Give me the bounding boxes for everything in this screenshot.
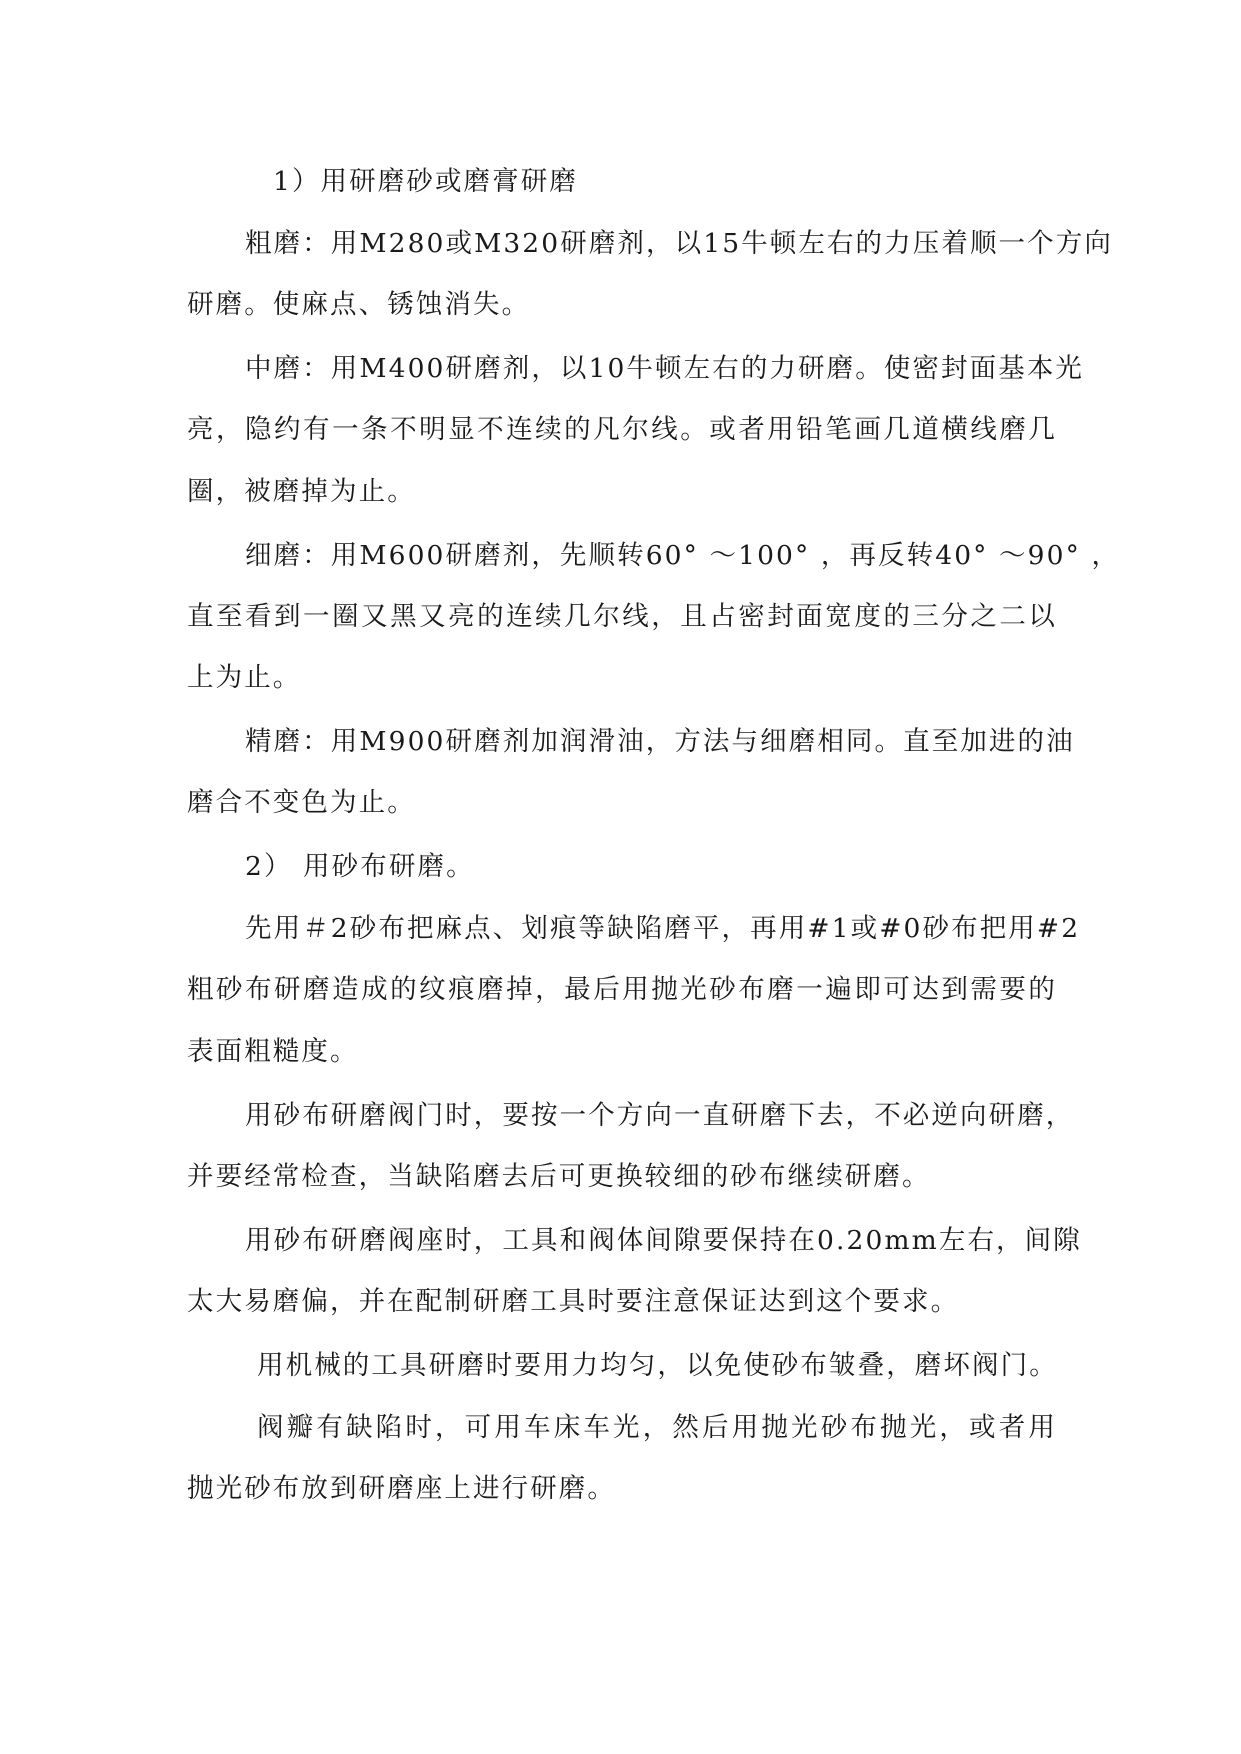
valve-door-line-1: 用砂布研磨阀门时，要按一个方向一直研磨下去，不必逆向研磨， [245,1100,1075,1131]
section-heading-2: 2） 用砂布研磨。 [245,851,475,882]
precision-grinding-line-1: 精磨：用M900研磨剂加润滑油，方法与细磨相同。直至加进的油 [245,726,1075,757]
sandcloth-line-1: 先用＃2砂布把麻点、划痕等缺陷磨平，再用#1或#0砂布把用#2 [245,913,1081,944]
valve-disc-line-1: 阀瓣有缺陷时，可用车床车光，然后用抛光砂布抛光，或者用 [257,1412,1057,1443]
precision-grinding-line-2: 磨合不变色为止。 [187,787,416,818]
medium-grinding-line-2: 亮，隐约有一条不明显不连续的凡尔线。或者用铅笔画几道横线磨几 [187,414,1057,445]
valve-disc-line-2: 抛光砂布放到研磨座上进行研磨。 [187,1473,616,1504]
section-heading-1: 1）用研磨砂或磨膏研磨 [273,166,578,197]
sandcloth-line-3: 表面粗糙度。 [187,1036,359,1067]
valve-seat-line-2: 太大易磨偏，并在配制研磨工具时要注意保证达到这个要求。 [187,1286,960,1317]
medium-grinding-line-1: 中磨：用M400研磨剂，以10牛顿左右的力研磨。使密封面基本光 [245,353,1085,384]
coarse-grinding-line-2: 研磨。使麻点、锈蚀消失。 [187,289,531,320]
fine-grinding-line-1: 细磨：用M600研磨剂，先顺转60° ～100° ，再反转40° ～90° ， [245,540,1121,571]
machine-grinding-line-1: 用机械的工具研磨时要用力均匀，以免使砂布皱叠，磨坏阀门。 [257,1350,1058,1381]
valve-door-line-2: 并要经常检查，当缺陷磨去后可更换较细的砂布继续研磨。 [187,1161,931,1192]
fine-grinding-line-2: 直至看到一圈又黑又亮的连续几尔线，且占密封面宽度的三分之二以 [187,601,1057,632]
fine-grinding-line-3: 上为止。 [187,662,302,693]
coarse-grinding-line-1: 粗磨：用M280或M320研磨剂，以15牛顿左右的力压着顺一个方向 [245,228,1113,259]
valve-seat-line-1: 用砂布研磨阀座时，工具和阀体间隙要保持在0.20mm左右，间隙 [245,1225,1082,1256]
sandcloth-line-2: 粗砂布研磨造成的纹痕磨掉，最后用抛光砂布磨一遍即可达到需要的 [187,974,1057,1005]
medium-grinding-line-3: 圈，被磨掉为止。 [187,476,416,507]
